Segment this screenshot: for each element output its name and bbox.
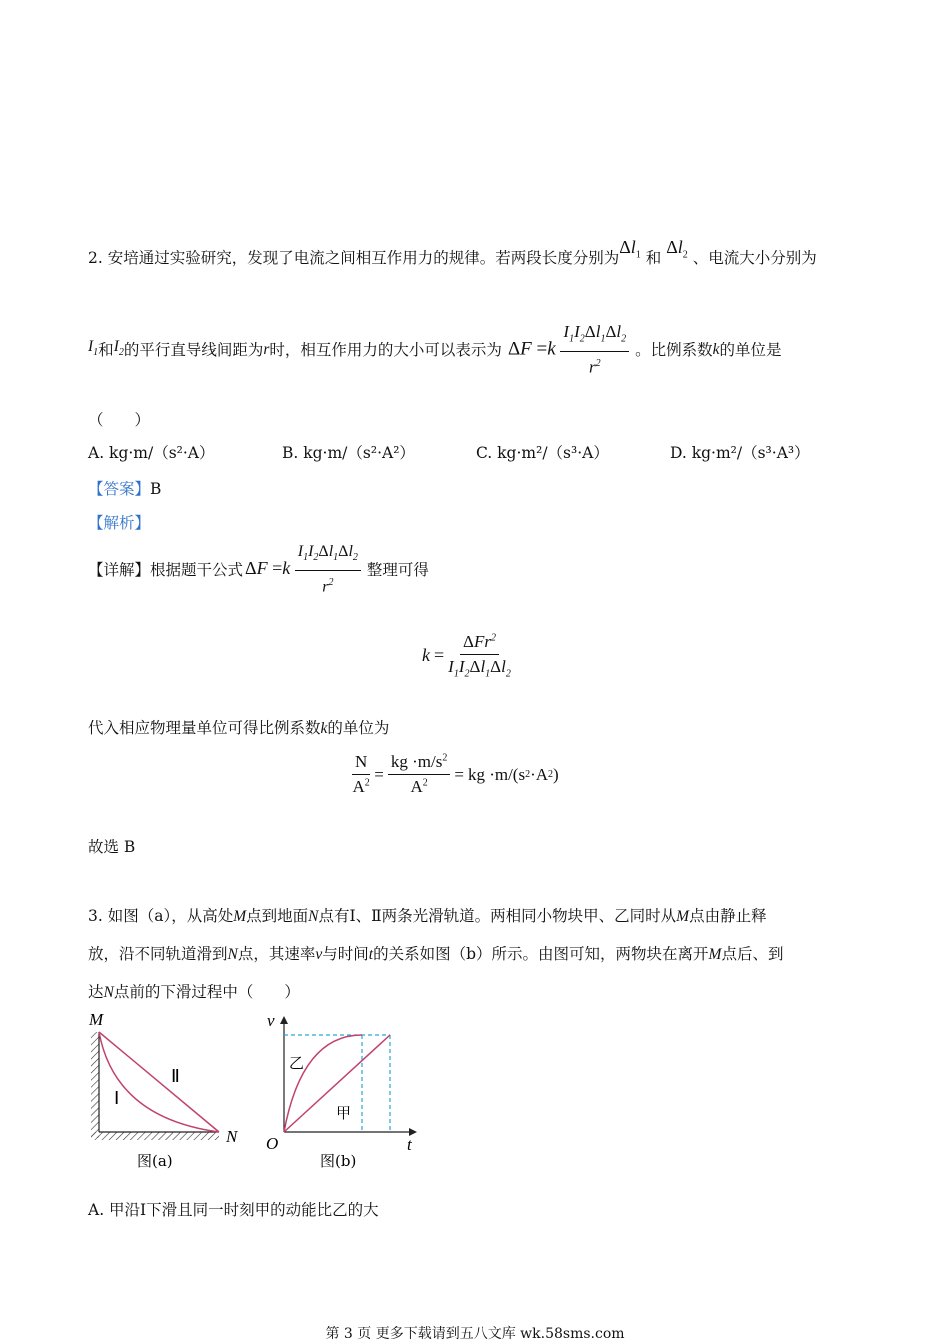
- q3-text-2c: 与时间: [322, 945, 369, 963]
- var-v: v: [315, 946, 323, 963]
- delta-l1: $\Delta l_1$: [619, 237, 641, 261]
- q3-line-2: [88, 944, 783, 965]
- var-r: r: [263, 341, 270, 358]
- label-M: M: [89, 1010, 104, 1029]
- q2-line1-end: 、电流大小分别为: [692, 249, 817, 267]
- detail-label: 【详解】: [88, 561, 151, 579]
- var-k-2: k: [320, 720, 328, 737]
- conclusion: 故选 B: [88, 838, 136, 856]
- detail-formula: ΔF =k $\frac{I_1I_2\Delta l_1\Delta l_2}{r^2}$: [245, 542, 361, 598]
- label-O: O: [266, 1134, 279, 1153]
- q3-text-1b: 点到地面: [246, 907, 309, 925]
- q2-text: 2. 安培通过实验研究，发现了电流之间相互作用力的规律。若两段长度分别为: [88, 249, 620, 267]
- var-N-2: N: [227, 946, 238, 963]
- q2-line-1: [88, 237, 817, 276]
- var-M-2: M: [676, 908, 690, 925]
- var-I2: $I_2$: [113, 337, 124, 359]
- ground-hatch: [91, 1132, 219, 1140]
- var-N-3: N: [103, 984, 114, 1001]
- q3-text-2e: 点后、到: [721, 945, 784, 963]
- q3-text-2b: 点，其速率: [237, 945, 316, 963]
- q2-paren: （ ）: [88, 411, 151, 429]
- detail-row: [88, 543, 429, 596]
- analysis-label: 【解析】: [88, 514, 151, 532]
- formula-force: ΔF =k $\frac{I_1I_2\Delta l_1\Delta l_2}{r^2}$: [508, 322, 629, 378]
- q2-and: 和: [98, 341, 114, 359]
- label-track-2: Ⅱ: [171, 1066, 180, 1086]
- figure-b: [262, 1008, 422, 1173]
- q3-line-1: [88, 906, 767, 927]
- k-formula: k = $\frac{\Delta Fr^2}{I_1I_2\Delta l_1\Delta l_2}$: [422, 632, 511, 680]
- q3-text-1: 3. 如图（a），从高处: [88, 907, 234, 925]
- var-M: M: [233, 908, 247, 925]
- units-intro: [88, 718, 389, 739]
- q3-text-3b: 点前的下滑过程中（ ）: [113, 983, 300, 1001]
- q2-text-2b: 的平行直导线间距为: [123, 341, 264, 359]
- label-N: N: [226, 1127, 238, 1146]
- and-text: 和: [645, 249, 662, 267]
- q3-text-1d: 点由静止释: [689, 907, 767, 925]
- label-yi: 乙: [289, 1054, 305, 1072]
- answer-label: 【答案】: [88, 480, 151, 498]
- option-c: C. kg·m²/（s³·A）: [476, 444, 609, 462]
- var-t: t: [368, 946, 374, 963]
- answer-value: B: [150, 480, 162, 498]
- units-formula: $\frac{N}{A^2}$ = $\frac{kg \cdot m/s^2}{A^2}$ = kg ·m/(s 2 ·A 2 ): [352, 752, 559, 796]
- units-intro-text: 代入相应物理量单位可得比例系数: [88, 719, 321, 737]
- wall-hatch: [91, 1032, 99, 1138]
- option-d: D. kg·m²/（s³·A³）: [670, 444, 810, 462]
- label-track-1: Ⅰ: [114, 1088, 120, 1108]
- detail-end: 整理可得: [366, 561, 429, 579]
- caption-a: 图(a): [137, 1152, 173, 1170]
- label-jia: 甲: [336, 1104, 352, 1122]
- var-I1: $I_1$: [88, 337, 99, 359]
- q2-line-2: [88, 320, 782, 380]
- detail-text: 根据题干公式: [150, 561, 244, 579]
- var-M-3: M: [708, 946, 722, 963]
- units-intro-end: 的单位为: [327, 719, 390, 737]
- label-v: v: [267, 1011, 275, 1030]
- option-a: A. kg·m/（s²·A）: [88, 444, 215, 462]
- q3-text-1c: 点有Ⅰ、Ⅱ两条光滑轨道。两相同小物块甲、乙同时从: [318, 907, 677, 925]
- q3-line-3: [88, 982, 300, 1003]
- q2-text-2e: 的单位是: [719, 341, 782, 359]
- caption-b: 图(b): [320, 1152, 357, 1170]
- page-footer: 第 3 页 更多下载请到五八文库 wk.58sms.com: [325, 1326, 625, 1342]
- q2-text-2d: 。比例系数: [635, 341, 713, 359]
- var-N: N: [308, 908, 319, 925]
- delta-l2: $\Delta l_2$: [666, 237, 688, 261]
- answer-row: [88, 479, 161, 499]
- q3-text-3: 达: [88, 983, 104, 1001]
- v-axis-arrow: [280, 1016, 288, 1024]
- q3-text-2: 放，沿不同轨道滑到: [88, 945, 228, 963]
- q2-text-2c: 时，相互作用力的大小可以表示为: [269, 341, 502, 359]
- var-k: k: [712, 341, 720, 358]
- option-b: B. kg·m/（s²·A²）: [282, 444, 415, 462]
- figure-a: [85, 1008, 250, 1173]
- track-2: [99, 1032, 219, 1132]
- label-t: t: [407, 1135, 412, 1154]
- q3-text-2d: 的关系如图（b）所示。由图可知，两物块在离开: [373, 945, 709, 963]
- q3-option-a: A. 甲沿Ⅰ下滑且同一时刻甲的动能比乙的大: [88, 1201, 379, 1219]
